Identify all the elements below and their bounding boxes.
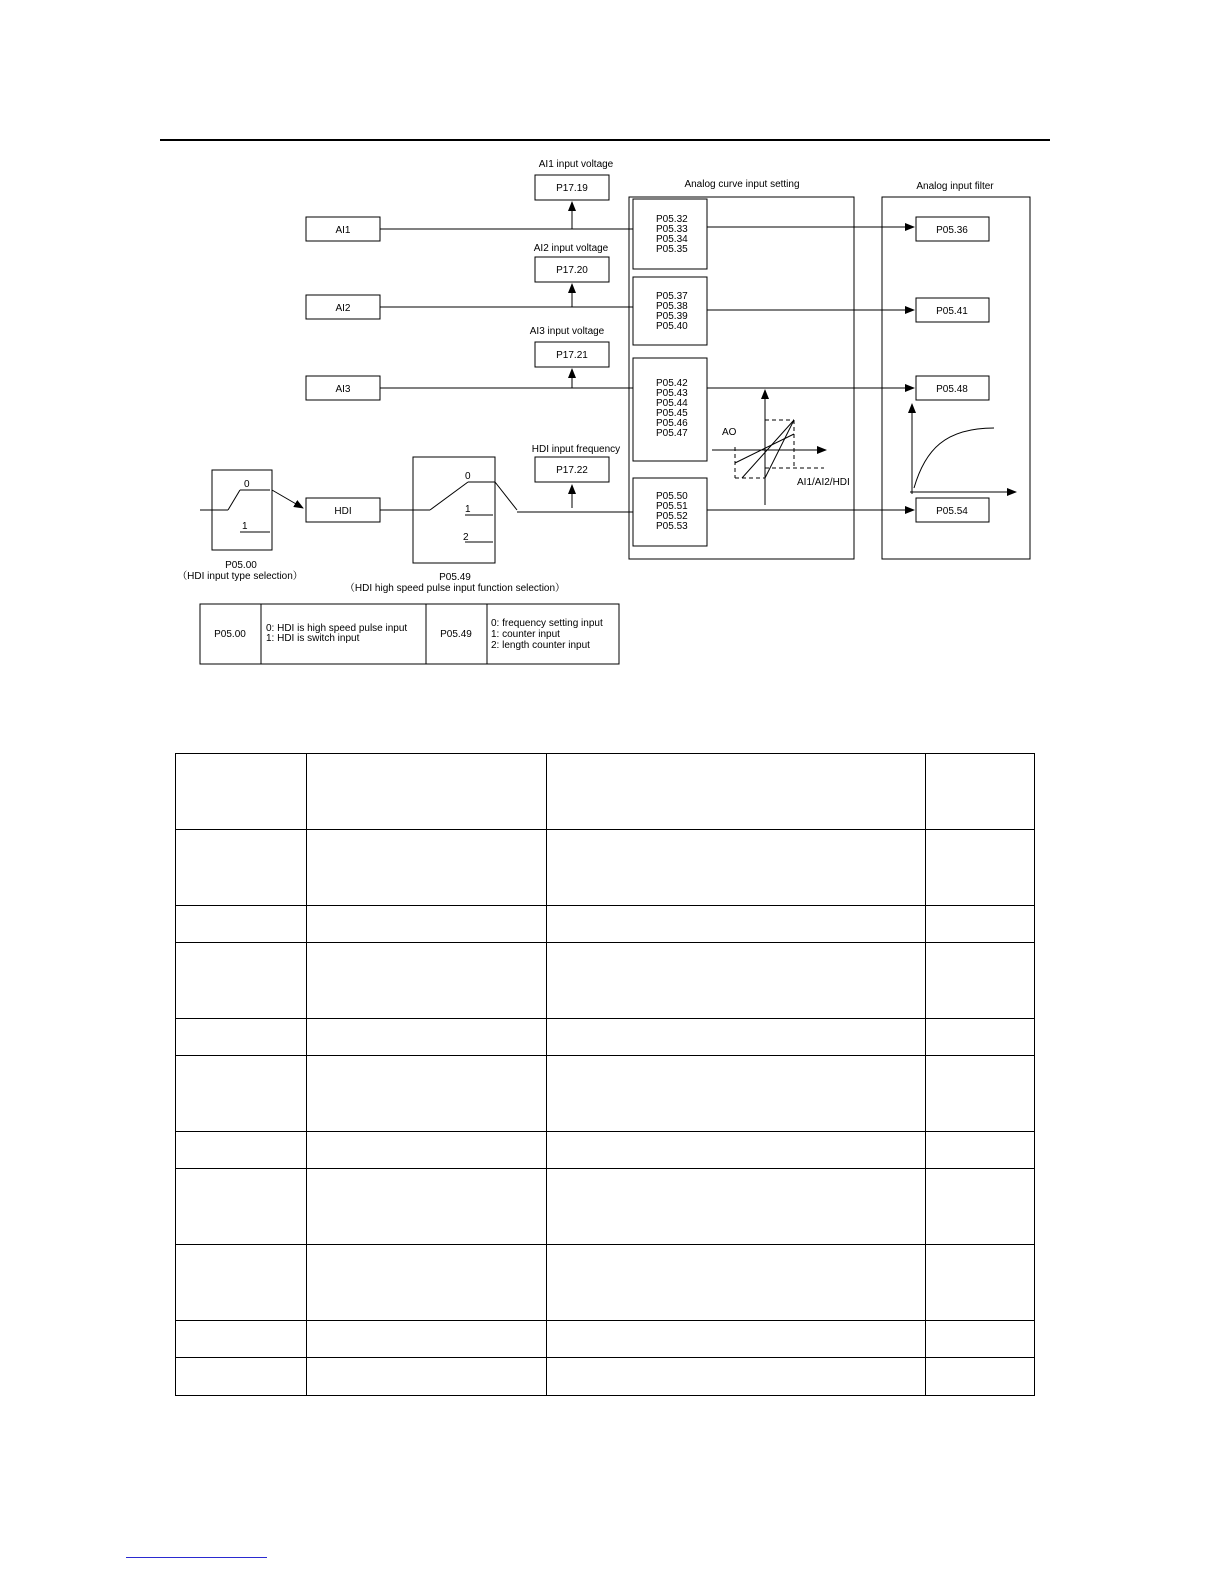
ai2-curve-param: P05.37 bbox=[656, 291, 688, 302]
ai2-filter-label: P05.41 bbox=[936, 306, 968, 317]
ai3-curve-param: P05.42 bbox=[656, 378, 688, 389]
table-cell bbox=[926, 1056, 1035, 1132]
table-cell bbox=[926, 943, 1035, 1019]
table-cell bbox=[306, 1245, 546, 1321]
ai3-label: AI3 bbox=[335, 384, 351, 395]
table-row bbox=[176, 1321, 1035, 1358]
switch2-name: P05.49 bbox=[439, 572, 471, 583]
table-row bbox=[176, 1056, 1035, 1132]
ai1-curve-param: P05.33 bbox=[656, 224, 688, 235]
table-cell bbox=[546, 943, 926, 1019]
hdi-monitor-label: P17.22 bbox=[556, 465, 588, 476]
hdi-filter-label: P05.54 bbox=[936, 506, 968, 517]
table-cell bbox=[546, 1169, 926, 1245]
footer-link-underline[interactable] bbox=[126, 1557, 267, 1558]
switch2-caption: （HDI high speed pulse input function selection） bbox=[344, 583, 566, 594]
ai2-curve-param: P05.39 bbox=[656, 311, 688, 322]
table-cell bbox=[306, 1358, 546, 1396]
switch1-position-0: 0 bbox=[244, 479, 250, 490]
table-cell bbox=[926, 1019, 1035, 1056]
table-row bbox=[176, 1132, 1035, 1169]
table-cell bbox=[176, 754, 307, 830]
ai1-curve-param: P05.34 bbox=[656, 234, 688, 245]
table-cell bbox=[176, 1169, 307, 1245]
table-cell bbox=[306, 1321, 546, 1358]
table-cell bbox=[176, 943, 307, 1019]
ai2-curve-param: P05.40 bbox=[656, 321, 688, 332]
legend-p0549-line: 1: counter input bbox=[491, 629, 560, 640]
ai2-voltage-title: AI2 input voltage bbox=[533, 243, 609, 254]
ai2-label: AI2 bbox=[335, 303, 351, 314]
table-cell bbox=[306, 1169, 546, 1245]
table-cell bbox=[546, 1056, 926, 1132]
hdi-curve-param: P05.50 bbox=[656, 491, 688, 502]
table-cell bbox=[926, 754, 1035, 830]
hdi-frequency-title: HDI input frequency bbox=[531, 444, 621, 455]
table-row bbox=[176, 1245, 1035, 1321]
table-cell bbox=[546, 830, 926, 906]
ai3-voltage-title: AI3 input voltage bbox=[529, 326, 605, 337]
ai3-monitor-label: P17.21 bbox=[556, 350, 588, 361]
table-cell bbox=[546, 906, 926, 943]
ai3-curve-param: P05.45 bbox=[656, 408, 688, 419]
switch2-position-2: 2 bbox=[463, 532, 469, 543]
ai1-filter-label: P05.36 bbox=[936, 225, 968, 236]
table-cell bbox=[306, 906, 546, 943]
parameter-table bbox=[175, 753, 1035, 1396]
table-cell bbox=[306, 1132, 546, 1169]
table-cell bbox=[926, 1321, 1035, 1358]
ai3-filter-label: P05.48 bbox=[936, 384, 968, 395]
hdi-curve-param: P05.52 bbox=[656, 511, 688, 522]
table-cell bbox=[176, 1019, 307, 1056]
input-filter-title: Analog input filter bbox=[916, 181, 994, 192]
table-cell bbox=[926, 1169, 1035, 1245]
switch2-position-1: 1 bbox=[465, 504, 471, 515]
table-cell bbox=[176, 830, 307, 906]
table-cell bbox=[926, 906, 1035, 943]
table-row bbox=[176, 1358, 1035, 1396]
table-row bbox=[176, 1169, 1035, 1245]
table-row bbox=[176, 830, 1035, 906]
table-cell bbox=[176, 1132, 307, 1169]
ai1-curve-param: P05.35 bbox=[656, 244, 688, 255]
table-row bbox=[176, 906, 1035, 943]
ai3-curve-param: P05.47 bbox=[656, 428, 688, 439]
table-cell bbox=[926, 1245, 1035, 1321]
ai3-curve-param: P05.43 bbox=[656, 388, 688, 399]
legend-p0549-line: 0: frequency setting input bbox=[491, 618, 603, 629]
table-cell bbox=[926, 1132, 1035, 1169]
ai2-curve-param: P05.38 bbox=[656, 301, 688, 312]
ai1-voltage-title: AI1 input voltage bbox=[538, 159, 614, 170]
switch1-caption: （HDI input type selection） bbox=[177, 571, 303, 582]
switch1-position-1: 1 bbox=[242, 521, 248, 532]
table-cell bbox=[546, 1132, 926, 1169]
table-cell bbox=[306, 1019, 546, 1056]
table-cell bbox=[546, 1019, 926, 1056]
ai3-curve-param: P05.46 bbox=[656, 418, 688, 429]
analog-input-block-diagram bbox=[0, 0, 1224, 690]
hdi-curve-param: P05.51 bbox=[656, 501, 688, 512]
table-cell bbox=[926, 1358, 1035, 1396]
table-cell bbox=[306, 943, 546, 1019]
table-cell bbox=[176, 906, 307, 943]
ai1-label: AI1 bbox=[335, 225, 351, 236]
table-cell bbox=[306, 830, 546, 906]
hdi-label: HDI bbox=[334, 506, 352, 517]
ai1-curve-param: P05.32 bbox=[656, 214, 688, 225]
switch1-name: P05.00 bbox=[225, 560, 257, 571]
ai2-monitor-label: P17.20 bbox=[556, 265, 588, 276]
table-cell bbox=[546, 754, 926, 830]
table-cell bbox=[176, 1245, 307, 1321]
legend-p0549-line: 2: length counter input bbox=[491, 640, 590, 651]
table-row bbox=[176, 943, 1035, 1019]
input-filter-frame bbox=[882, 197, 1030, 559]
table-cell bbox=[306, 754, 546, 830]
legend-p0549-code: P05.49 bbox=[440, 629, 472, 640]
table-cell bbox=[306, 1056, 546, 1132]
table-cell bbox=[546, 1358, 926, 1396]
table-header-row bbox=[176, 754, 1035, 830]
hdi-curve-param: P05.53 bbox=[656, 521, 688, 532]
graph-y-label: AO bbox=[722, 427, 737, 438]
graph-x-label: AI1/AI2/HDI bbox=[797, 477, 850, 488]
legend-p0500-line: 1: HDI is switch input bbox=[266, 633, 360, 644]
table-cell bbox=[546, 1245, 926, 1321]
table-row bbox=[176, 1019, 1035, 1056]
table-cell bbox=[176, 1321, 307, 1358]
ai3-curve-param: P05.44 bbox=[656, 398, 688, 409]
table-cell bbox=[926, 830, 1035, 906]
legend-p0500-line: 0: HDI is high speed pulse input bbox=[266, 623, 408, 634]
table-cell bbox=[176, 1358, 307, 1396]
switch2-position-0: 0 bbox=[465, 471, 471, 482]
ai1-monitor-label: P17.19 bbox=[556, 183, 588, 194]
curve-setting-title: Analog curve input setting bbox=[684, 179, 800, 190]
legend-p0500-code: P05.00 bbox=[214, 629, 246, 640]
table-cell bbox=[546, 1321, 926, 1358]
table-cell bbox=[176, 1056, 307, 1132]
